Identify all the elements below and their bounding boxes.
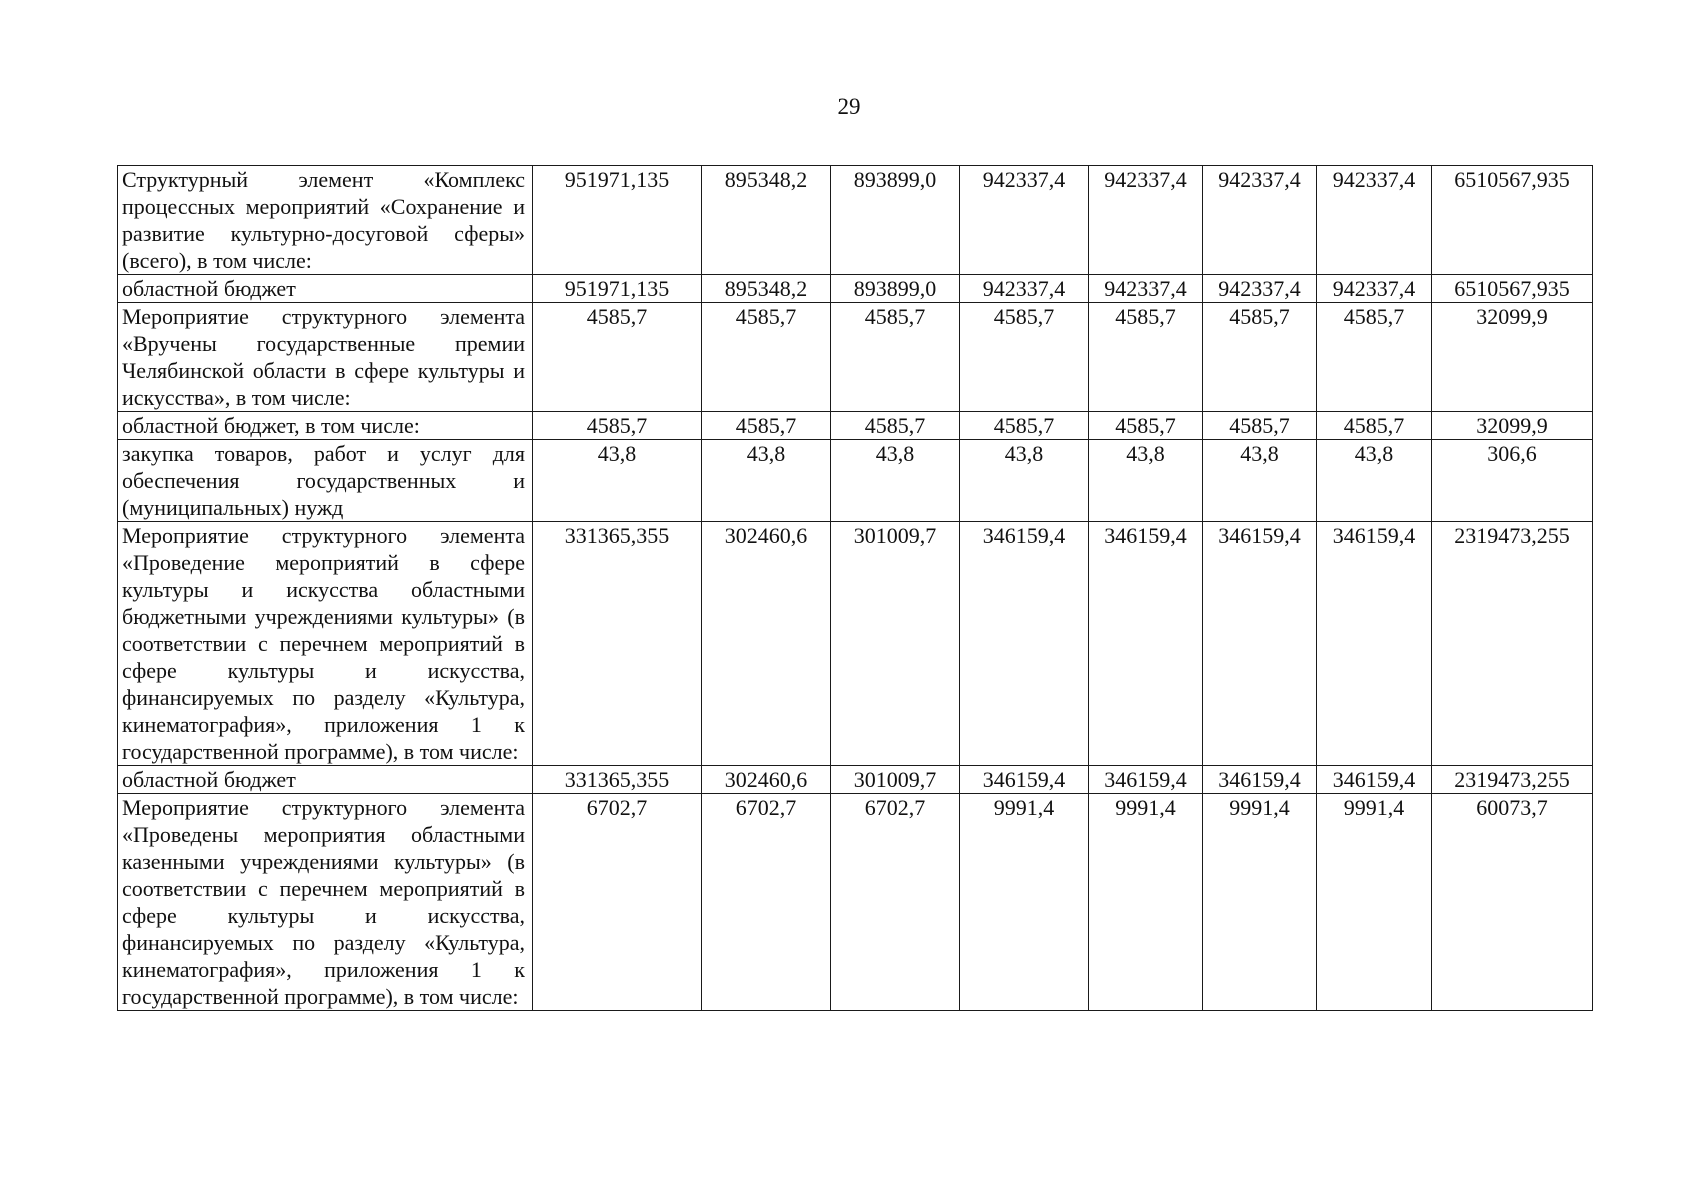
value-cell: 43,8	[1089, 440, 1203, 522]
page-number: 29	[837, 94, 861, 119]
value-cell: 4585,7	[1089, 412, 1203, 440]
value-cell: 4585,7	[1089, 303, 1203, 412]
value-cell: 4585,7	[1203, 412, 1317, 440]
total-cell: 6510567,935	[1432, 166, 1593, 275]
value-cell: 893899,0	[831, 275, 960, 303]
row-label: закупка товаров, работ и услуг для обеспечения государственных и (муниципальных) нужд	[118, 440, 533, 522]
value-cell: 346159,4	[1317, 766, 1432, 794]
value-cell: 346159,4	[1203, 522, 1317, 766]
value-cell: 4585,7	[831, 303, 960, 412]
total-cell: 2319473,255	[1432, 766, 1593, 794]
row-label: Мероприятие структурного элемента «Вручены государственные премии Челябинской области в сфере культуры и искусства», в том числе:	[118, 303, 533, 412]
value-cell: 4585,7	[1203, 303, 1317, 412]
row-label: Мероприятие структурного элемента «Проведение мероприятий в сфере культуры и искусства областными бюджетными учреждениями культуры» (в соответствии с перечнем мероприятий в сфере культуры и искусства, финансируемых по разделу «Культура, кинематография», приложения 1 к государственной программе), в том числе:	[118, 522, 533, 766]
total-cell: 32099,9	[1432, 303, 1593, 412]
value-cell: 942337,4	[1317, 166, 1432, 275]
value-cell: 346159,4	[1203, 766, 1317, 794]
value-cell: 4585,7	[960, 303, 1089, 412]
value-cell: 43,8	[960, 440, 1089, 522]
value-cell: 331365,355	[533, 522, 702, 766]
value-cell: 43,8	[533, 440, 702, 522]
table-row	[118, 166, 1593, 275]
value-cell: 951971,135	[533, 166, 702, 275]
value-cell: 942337,4	[1089, 166, 1203, 275]
value-cell: 4585,7	[533, 303, 702, 412]
row-label: областной бюджет	[118, 766, 533, 794]
value-cell: 43,8	[831, 440, 960, 522]
value-cell: 895348,2	[702, 166, 831, 275]
value-cell: 346159,4	[1317, 522, 1432, 766]
value-cell: 942337,4	[1203, 275, 1317, 303]
value-cell: 4585,7	[960, 412, 1089, 440]
table-row	[118, 303, 1593, 412]
value-cell: 331365,355	[533, 766, 702, 794]
value-cell: 951971,135	[533, 275, 702, 303]
total-cell: 60073,7	[1432, 794, 1593, 1011]
value-cell: 6702,7	[831, 794, 960, 1011]
value-cell: 346159,4	[960, 766, 1089, 794]
value-cell: 9991,4	[1089, 794, 1203, 1011]
value-cell: 301009,7	[831, 766, 960, 794]
table-row	[118, 275, 1593, 303]
row-label: Мероприятие структурного элемента «Проведены мероприятия областными казенными учреждениями культуры» (в соответствии с перечнем мероприятий в сфере культуры и искусства, финансируемых по разделу «Культура, кинематография», приложения 1 к государственной программе), в том числе:	[118, 794, 533, 1011]
value-cell: 9991,4	[1317, 794, 1432, 1011]
value-cell: 9991,4	[1203, 794, 1317, 1011]
table-row	[118, 522, 1593, 766]
value-cell: 301009,7	[831, 522, 960, 766]
value-cell: 942337,4	[960, 166, 1089, 275]
value-cell: 346159,4	[960, 522, 1089, 766]
total-cell: 32099,9	[1432, 412, 1593, 440]
value-cell: 9991,4	[960, 794, 1089, 1011]
row-label: Структурный элемент «Комплекс процессных мероприятий «Сохранение и развитие культурно-досуговой сферы» (всего), в том числе:	[118, 166, 533, 275]
value-cell: 942337,4	[1317, 275, 1432, 303]
value-cell: 4585,7	[702, 412, 831, 440]
value-cell: 895348,2	[702, 275, 831, 303]
value-cell: 4585,7	[533, 412, 702, 440]
row-label: областной бюджет	[118, 275, 533, 303]
value-cell: 942337,4	[1089, 275, 1203, 303]
table-row	[118, 440, 1593, 522]
total-cell: 6510567,935	[1432, 275, 1593, 303]
table-row	[118, 794, 1593, 1011]
row-label: областной бюджет, в том числе:	[118, 412, 533, 440]
value-cell: 346159,4	[1089, 766, 1203, 794]
value-cell: 6702,7	[533, 794, 702, 1011]
table-row	[118, 766, 1593, 794]
table-body	[118, 166, 1593, 1011]
budget-table	[117, 165, 1593, 1011]
value-cell: 346159,4	[1089, 522, 1203, 766]
value-cell: 302460,6	[702, 522, 831, 766]
value-cell: 6702,7	[702, 794, 831, 1011]
total-cell: 2319473,255	[1432, 522, 1593, 766]
value-cell: 893899,0	[831, 166, 960, 275]
value-cell: 4585,7	[1317, 303, 1432, 412]
value-cell: 4585,7	[702, 303, 831, 412]
value-cell: 302460,6	[702, 766, 831, 794]
table-row	[118, 412, 1593, 440]
value-cell: 43,8	[1203, 440, 1317, 522]
value-cell: 4585,7	[1317, 412, 1432, 440]
value-cell: 942337,4	[960, 275, 1089, 303]
value-cell: 43,8	[1317, 440, 1432, 522]
value-cell: 43,8	[702, 440, 831, 522]
value-cell: 4585,7	[831, 412, 960, 440]
value-cell: 942337,4	[1203, 166, 1317, 275]
total-cell: 306,6	[1432, 440, 1593, 522]
